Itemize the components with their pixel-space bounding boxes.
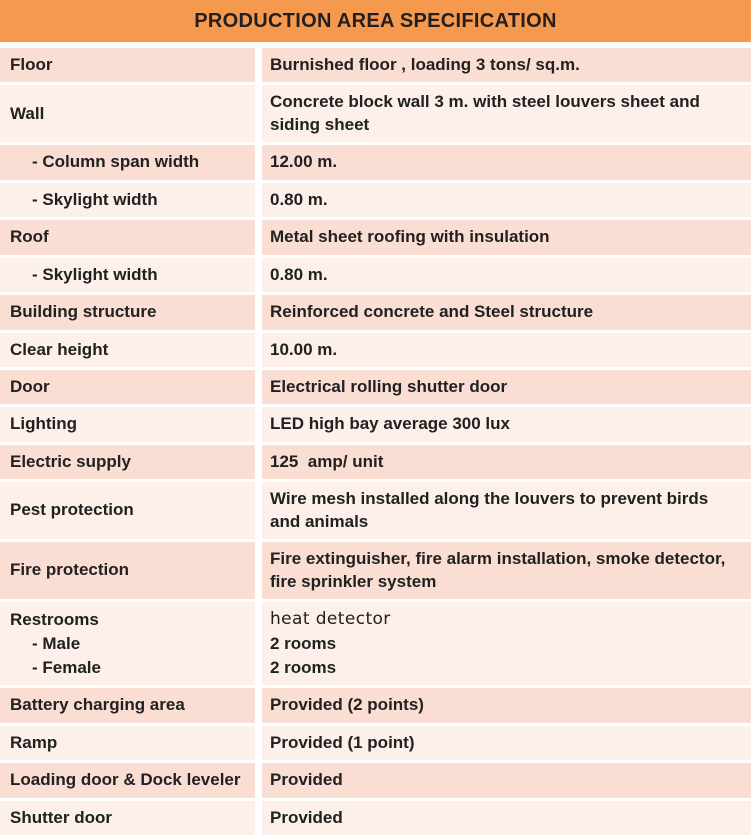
table-row <box>0 688 751 722</box>
table-row <box>0 145 751 179</box>
spec-label: Pest protection <box>0 482 255 539</box>
spec-value: 0.80 m. <box>262 183 751 217</box>
spec-value: 2 rooms <box>270 633 337 653</box>
spec-value: Provided (1 point) <box>262 726 751 760</box>
spec-sublabel: - Female <box>32 657 101 677</box>
spec-value: Provided <box>262 801 751 835</box>
spec-sublabel: - Male <box>32 633 81 653</box>
table-row <box>0 258 751 292</box>
spec-value: Wire mesh installed along the louvers to prevent birds and animals <box>262 482 751 539</box>
spec-value: 125 amp/ unit <box>262 445 751 479</box>
table-row <box>0 542 751 599</box>
table-row <box>0 763 751 797</box>
spec-label: Wall <box>0 85 255 142</box>
spec-label: Roof <box>0 220 255 254</box>
table-row <box>0 726 751 760</box>
spec-sublabel: - Skylight width <box>0 258 255 292</box>
spec-label: Restrooms <box>10 610 99 629</box>
spec-sublabel: - Column span width <box>0 145 255 179</box>
table-row <box>0 48 751 82</box>
spec-value: 10.00 m. <box>262 333 751 367</box>
page-title: PRODUCTION AREA SPECIFICATION <box>194 9 557 32</box>
table-row <box>0 333 751 367</box>
table-row <box>0 85 751 142</box>
spec-value: Burnished floor , loading 3 tons/ sq.m. <box>262 48 751 82</box>
spec-label: Battery charging area <box>0 688 255 722</box>
spec-value: Metal sheet roofing with insulation <box>262 220 751 254</box>
spec-label: Floor <box>0 48 255 82</box>
spec-label-group <box>0 602 255 685</box>
table-row <box>0 445 751 479</box>
spec-value: Provided (2 points) <box>262 688 751 722</box>
table-row <box>0 407 751 441</box>
spec-label: Building structure <box>0 295 255 329</box>
table-row <box>0 295 751 329</box>
spec-value: heat detector <box>270 609 391 629</box>
spec-value: Reinforced concrete and Steel structure <box>262 295 751 329</box>
spec-label: Electric supply <box>0 445 255 479</box>
table-row <box>0 183 751 217</box>
table-row <box>0 482 751 539</box>
spec-label: Shutter door <box>0 801 255 835</box>
table-row <box>0 801 751 835</box>
table-header <box>0 0 751 42</box>
spec-label: Lighting <box>0 407 255 441</box>
spec-value: LED high bay average 300 lux <box>262 407 751 441</box>
spec-value: 2 rooms <box>270 657 337 677</box>
spec-value: Concrete block wall 3 m. with steel louvers sheet and siding sheet <box>262 85 751 142</box>
spec-value: Provided <box>262 763 751 797</box>
spec-sublabel: - Skylight width <box>0 183 255 217</box>
spec-value: Fire extinguisher, fire alarm installation, smoke detector, fire sprinkler system <box>262 542 751 599</box>
spec-label: Ramp <box>0 726 255 760</box>
table-row <box>0 370 751 404</box>
spec-value: 12.00 m. <box>262 145 751 179</box>
spec-label: Loading door & Dock leveler <box>0 763 255 797</box>
spec-label: Clear height <box>0 333 255 367</box>
spec-value: 0.80 m. <box>262 258 751 292</box>
spec-label: Fire protection <box>0 542 255 599</box>
spec-label: Door <box>0 370 255 404</box>
table-row <box>0 220 751 254</box>
table-row-restrooms <box>0 602 751 685</box>
spec-value-group <box>262 602 751 685</box>
spec-value: Electrical rolling shutter door <box>262 370 751 404</box>
